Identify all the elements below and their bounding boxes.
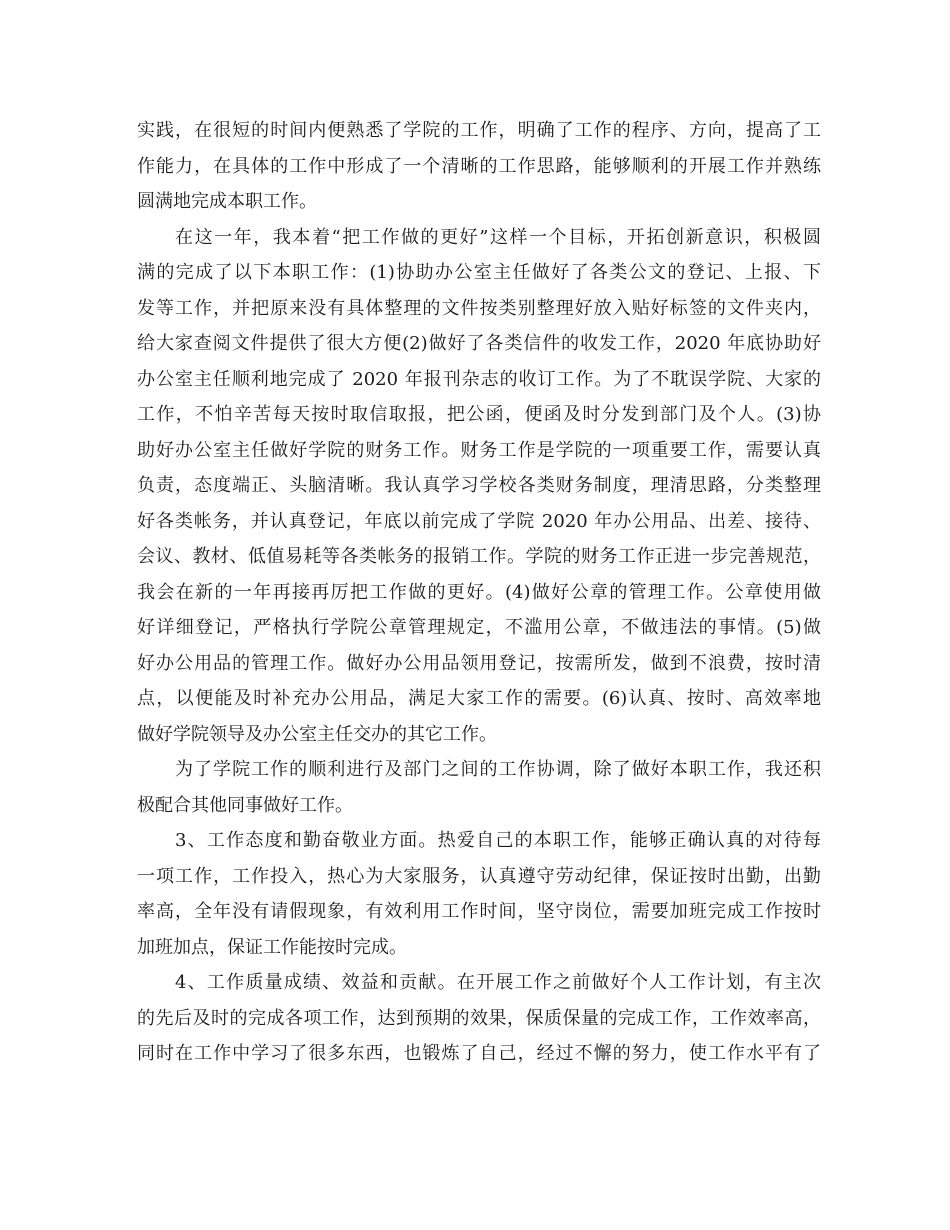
text-line: 我会在新的一年再接再厉把工作做的更好。(4)做好公章的管理工作。公章使用做 [137,581,821,603]
text-line: 一项工作，工作投入，热心为大家服务，认真遵守劳动纪律，保证按时出勤，出勤 [137,865,821,887]
text-line: 极配合其他同事做好工作。 [137,794,353,816]
text-line: 工作，不怕辛苦每天按时取信取报，把公函，便函及时分发到部门及个人。(3)协 [137,404,821,425]
text-line: 点，以便能及时补充办公用品，满足大家工作的需要。(6)认真、按时、高效率地 [137,688,821,709]
text-line: 4、工作质量成绩、效益和贡献。在开展工作之前做好个人工作计划，有主次 [175,972,821,993]
text-line: 加班加点，保证工作能按时完成。 [137,936,407,958]
text-line: 办公室主任顺利地完成了 2020 年报刊杂志的收订工作。为了不耽误学院、大家的 [137,368,821,390]
text-line: 发等工作，并把原来没有具体整理的文件按类别整理好放入贴好标签的文件夹内， [137,297,821,319]
text-line: 好详细登记，严格执行学院公章管理规定，不滥用公章，不做违法的事情。(5)做 [137,617,821,638]
text-line: 做好学院领导及办公室主任交办的其它工作。 [137,723,497,745]
text-line: 在这一年，我本着“把工作做的更好”这样一个目标，开拓创新意识，积极圆 [175,226,821,248]
document-body [137,113,821,1072]
text-line: 3、工作态度和勤奋敬业方面。热爱自己的本职工作，能够正确认真的对待每 [175,830,821,851]
text-line: 实践，在很短的时间内便熟悉了学院的工作，明确了工作的程序、方向，提高了工 [137,120,821,141]
text-line: 好各类帐务，并认真登记，年底以前完成了学院 2020 年办公用品、出差、接待、 [137,510,821,532]
paragraph [137,220,821,753]
text-line: 助好办公室主任做好学院的财务工作。财务工作是学院的一项重要工作，需要认真 [137,439,821,461]
paragraph [137,965,821,1072]
paragraph [137,823,821,965]
text-line: 的先后及时的完成各项工作，达到预期的效果，保质保量的完成工作，工作效率高， [137,1007,821,1029]
text-line: 负责，态度端正、头脑清晰。我认真学习学校各类财务制度，理清思路，分类整理 [137,475,821,496]
text-line: 同时在工作中学习了很多东西，也锻炼了自己，经过不懈的努力，使工作水平有了 [137,1043,821,1064]
text-line: 会议、教材、低值易耗等各类帐务的报销工作。学院的财务工作正进一步完善规范， [137,546,821,567]
text-line: 好办公用品的管理工作。做好办公用品领用登记，按需所发，做到不浪费，按时清 [137,652,821,674]
text-line: 给大家查阅文件提供了很大方便(2)做好了各类信件的收发工作，2020 年底协助好 [137,333,821,354]
paragraph [137,752,821,823]
text-line: 圆满地完成本职工作。 [137,191,317,212]
text-line: 率高，全年没有请假现象，有效利用工作时间，坚守岗位，需要加班完成工作按时 [137,901,821,922]
text-line: 满的完成了以下本职工作：(1)协助办公室主任做好了各类公文的登记、上报、下 [137,262,821,283]
text-line: 为了学院工作的顺利进行及部门之间的工作协调，除了做好本职工作，我还积 [175,759,821,780]
text-line: 作能力，在具体的工作中形成了一个清晰的工作思路，能够顺利的开展工作并熟练 [137,155,821,177]
paragraph [137,113,821,220]
